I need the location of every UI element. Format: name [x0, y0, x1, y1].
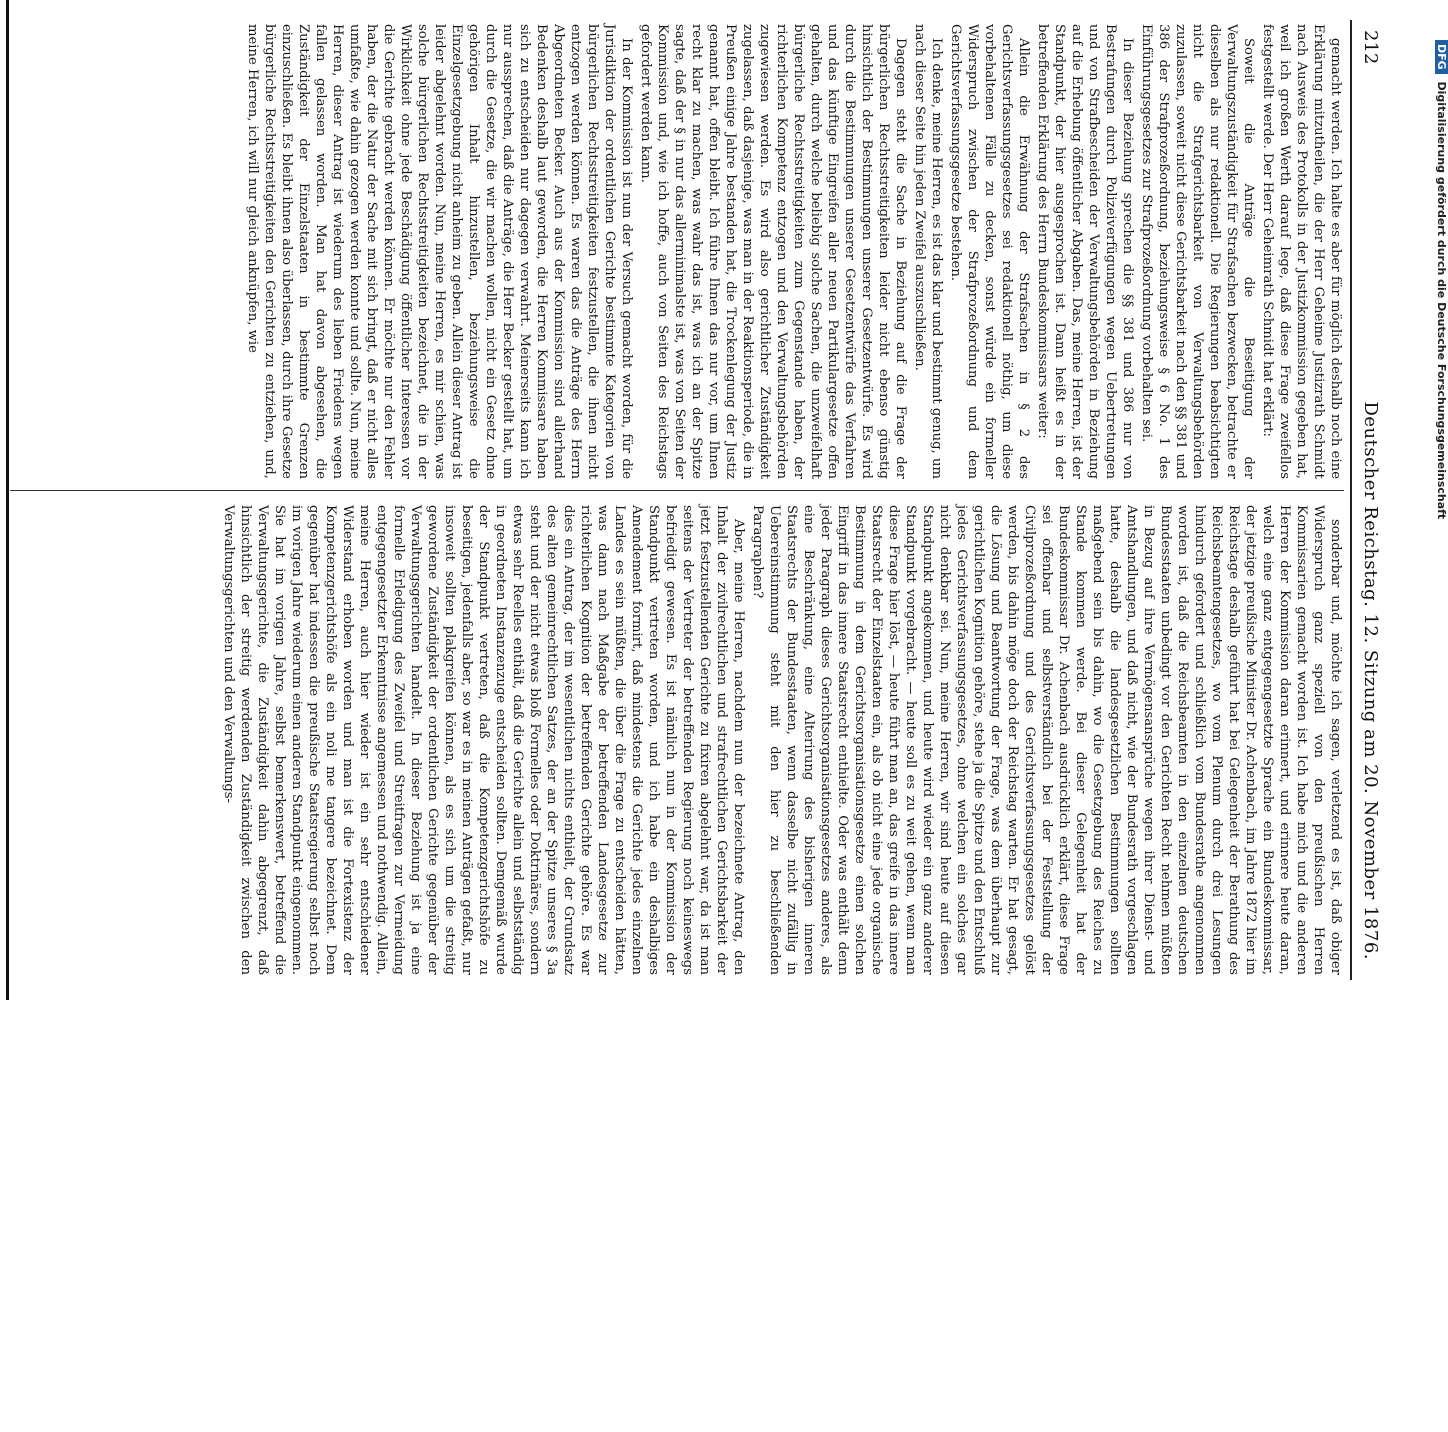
- paragraph: In der Kommission ist nun der Versuch gemacht worden, für die Jurisdiktion der ordentlichen Gerichte bestimmte Kategorien von bürgerlichen Rechtsstreitigkeiten festzustellen, die ihnen nicht entzogen werden können. Es waren das die Anträge des Herrn Abgeordneten Becker. Auch aus der Kommission sind allerhand Bedenken deshalb laut geworden, die Herren Kommissare haben sich zu entscheiden nur dagegen verwahrt. Meinerseits kann ich nur aussprechen, daß die Anträge, die Herr Becker gestellt hat, um durch die Gesetze, die wir machen wollen, nicht ein Gesetz ohne gehörigen Inhalt hinzustellen, beziehungsweise die Einzelgesetzgebung nicht anheim zu geben. Allein dieser Antrag ist leider abgelehnt worden. Nun, meine Herren, es mir schien, was solche bürgerlichen Rechtsstreitigkeiten bezeichnet, die in der Wirklichkeit ohne jede Beschädigung öffentlicher Interessen vor die Gerichte gebracht werden können. Er möchte nur den Fehler haben, der die Natur der Sache mit sich bringt, daß er nicht alles umfaßte, wie dahin gezogen werden konnte und sollte. Nun, meine Herren, dieser Antrag ist wiederum des lieben Friedens wegen fallen gelassen worden. Man hat davon abgesehen, die Zuständigkeit der Einzelstaaten in bestimmte Grenzen einzuschließen. Es bleibt ihnen also überlassen, durch ihre Gesetze bürgerliche Rechtsstreitigkeiten den Gerichten zu entziehen, und, meine Herren, ich will nur gleich anknüpfen, wie: [245, 24, 634, 479]
- page-number: 212: [1360, 30, 1382, 65]
- paragraph: Aber, meine Herren, nachdem nun der bezeichnete Antrag, den Inhalt der zivilrechtlichen und strafrechtlichen Gerichtsbarkeit der jetzt festzustellenden Gerichte zu fixiren abgelehnt war, da ist man seitens der Vertreter der betreffenden Regierung noch keineswegs befriedigt gewesen. Es ist nämlich nun in der Kommission der Standpunkt vertreten worden, und ich habe ein deshalbiges Amendement formirt, daß mindestens die Gerichte jedes einzelnen Landes es sein müßten, die über die Frage zu entscheiden hätten, was dann nach Maßgabe der betreffenden Landesgesetze zur richterlichen Kognition der betreffenden Gerichte gehöre. Es war dies ein Antrag, der im wesentlichen nichts enthielt, der Grundsatz des alten gemeinrechtlichen Satzes, der an der Spitze unseres § 3a steht und der nicht etwas bloß Formelles oder Doktrinäres, sondern etwas sehr Reelles enthält, daß die Gerichte allein und selbstständig in geordneten Instanzenzuge entscheiden sollten. Demgemäß wurde der Standpunkt vertreten, daß die Kompetenzgerichtshöfe zu beseitigen, jedenfalls aber, so war es in meinen Anträgen gefaßt, nur insoweit sollten plakgreifen können, als es sich um die streitig gewordene Zuständigkeit der ordentlichen Gerichte gegenüber der Verwaltungsgerichten handelt. In dieser Beziehung ist ja eine formelle Erledigung des Zweifel und Streitfragen zur Vermeidung entgegengesetzter Erkenntnisse angemessen und nothwendig. Allein, meine Herren, auch hier wieder ist ein sehr entschiedener Widerstand erhoben worden und man ist die Fortexistenz der Kompetenzgerichtshöfe als ein noli me tangere bezeichnet. Dem gegenüber hat indessen die preußische Staatsregierung selbst noch im vorigen Jahre wiederum einen anderen Standpunkt eingenommen. Sie hat im vorigen Jahre, selbst bemerkenswert, betreffend die Verwaltungsgerichte, die Zuständigkeit dahin abgegrenzt, daß hinsichtlich der streitig werdenden Zuständigkeit zwischen den Verwaltungsgerichten und den Verwaltungs-: [221, 505, 746, 975]
- credit-text-rotated: [1426, 40, 1448, 1040]
- page-title: Deutscher Reichstag. 12. Sitzung am 20. November 1876.: [1360, 401, 1382, 960]
- paragraph: Soweit die Anträge die Beseitigung der Verwaltungszuständigkeit für Strafsachen bezwecken, betrachte er dieselben als nur redaktionell. Die Regierungen beabsichtigten nicht die Strafgerichtsbarkeit von Verwaltungsbehörden zuzulassen, soweit nicht diese Gerichtsbarkeit nach den §§ 381 und 386 der Strafprozeßordnung, beziehungsweise § 6 No. 1 des Einführungsgesetzes zur Strafprozeßordnung vorbehalten sei.: [1139, 24, 1256, 479]
- paragraph: Ich denke, meine Herren, es ist das klar und bestimmt genug, um nach dieser Seite hin jeden Zweifel auszuschließen.: [912, 24, 944, 479]
- text-column-right: [10, 505, 1344, 975]
- header-rule: [1350, 20, 1352, 980]
- paragraph: Dagegen steht die Sache in Beziehung auf die Frage der bürgerlichen Rechtsstreitigkeiten leider nicht ebenso günstig hinsichtlich der Bestimmungen unserer Gesetzentwürfe. Es wird durch die Bestimmungen unserer Gesetzentwürfe das Verfahren und das künftige Eingreifen aller neuen Partikulargesetze offen gehalten, durch welche beliebig solche Sachen, die unzweifelhaft bürgerliche Rechtsstreitigkeiten zum Gegenstande haben, der richterlichen Kompetenz entzogen und den Verwaltungsbehörden zugewiesen werden. Es wird also gerichtlicher Zuständigkeit zugelassen, daß dasjenige, was man in der Reaktionsperiode, die in Preußen einige Jahre bestanden hat, die Trockenlegung der Justiz genannt hat, offen bleibt. Ich führe Ihnen das nur vor, um Ihnen recht klar zu machen, was wahr das ist, was ich an der Spitze sagte, daß der § in nur das allerminimalste ist, was von Seiten der Kommission und, wie ich hoffe, auch von Seiten des Reichstags gefordert werden kann.: [638, 24, 908, 479]
- paragraph: gemacht werden. Ich halte es aber für möglich deshalb noch eine Erklärung mitzutheilen, die der Herr Geheime Justizrath Schmidt nach Ausweis des Protokolls in der Justizkommission gegeben hat, weil ich großen Werth darauf lege, daß diese Frage zweifellos festgestellt werde. Der Herr Geheimrath Schmidt hat erklärt:: [1260, 24, 1343, 479]
- paragraph: In dieser Beziehung sprechen die §§ 381 und 386 nur von Bestrafungen durch Polizeiverfügungen wegen Uebertretungen und von Strafbescheiden der Verwaltungsbehörden in Beziehung auf die Erhebung öffentlicher Abgaben. Das, meine Herren, ist der Standpunkt, der hier ausgesprochen ist. Dann heißt es in der betreffenden Erklärung des Herrn Bundeskommissars weiter:: [1035, 24, 1135, 479]
- column-divider: [10, 490, 1344, 491]
- text-column-left: [10, 24, 1344, 479]
- digitization-credit: [1404, 0, 1448, 1000]
- paragraph: Allein die Erwähnung der Strafsachen in § 2 des Gerichtsverfassungsgesetzes sei redaktionell nöthig, um diese vorbehaltenen Fälle zu decken, sonst würde ein formeller Widerspruch zwischen der Strafprozeßordnung und dem Gerichtsverfassungsgesetze bestehen.: [948, 24, 1031, 479]
- paragraph: sonderbar und, möchte ich sagen, verletzend es ist, daß obiger Widerspruch ganz speziell von den preußischen Herren Kommissarien gemacht worden ist. Ich habe mich und die anderen Herren der Kommission daran erinnert, und erinnere heute daran, welch eine ganz entgegengesetzte Sprache ein Bundeskommissar, der jetzige preußische Minister Dr. Achenbach, im Jahre 1872 hier im Reichstage deshalb geführt hat bei Gelegenheit der Berathung des Reichsbeamtengesetzes, wo vom Plenum durch drei Lesungen hindurch gefordert und schließlich vom Bundesrathe angenommen worden ist, daß die Reichsbeamten in den einzelnen deutschen Bundesstaaten unbedingt vor den Gerichten Recht nehmen müßten in Bezug auf ihre Vermögensansprüche wegen ihrer Dienst- und Amtshandlungen, und daß nicht, wie der Bundesrath vorgeschlagen hatte, deshalb die landesgesetzlichen Bestimmungen sollten maßgebend sein bis dahin, wo die Gesetzgebung des Reiches zu Stande kommen werde. Bei dieser Gelegenheit hat der Bundeskommissar Dr. Achenbach ausdrücklich erklärt, diese Frage sei offenbar und selbstverständlich bei der Feststellung der Civilprozeßordnung und des Gerichtsverfassungsgesetzes gelöst werden, bis dahin möge doch der Reichstag warten. Er hat gesagt, die Lösung und Beantwortung der Frage, was dem überhaupt zur gerichtlichen Kognition gehöre, stehe ja die Spitze und den Entschluß jedes Gerichtsverfassungsgesetzes, ohne welchen ein solches gar nicht denkbar sei. Nun, meine Herren, wir sind heute auf diesen Standpunkt angekommen, und heute wird wieder ein ganz anderer Standpunkt vorgebracht. — heute soll es zu weit gehen, wenn man diese Frage hier löst, — heute führt man an, das greife in das innere Staatsrecht der Einzelstaaten ein, als ob nicht eine jede organische Bestimmung in dem Gerichtsorganisationsgesetze einen solchen Eingriff in das innere Staatsrecht enthielte. Oder was enthält denn jeder Paragraph dieses Gerichtsorganisationsgesetzes anderes, als eine Beschränkung, eine Alterirung des bisherigen inneren Staatsrechts der Bundesstaaten, wenn dasselbe nicht zufällig in Uebereinstimmung steht mit den hier zu beschließenden Paragraphen?: [750, 505, 1343, 975]
- credit-text: Digitalisierung gefördert durch die Deutsche Forschungsgemeinschaft: [1435, 81, 1448, 520]
- dfg-logo: DFG: [1435, 40, 1448, 74]
- page-header: [1356, 30, 1386, 960]
